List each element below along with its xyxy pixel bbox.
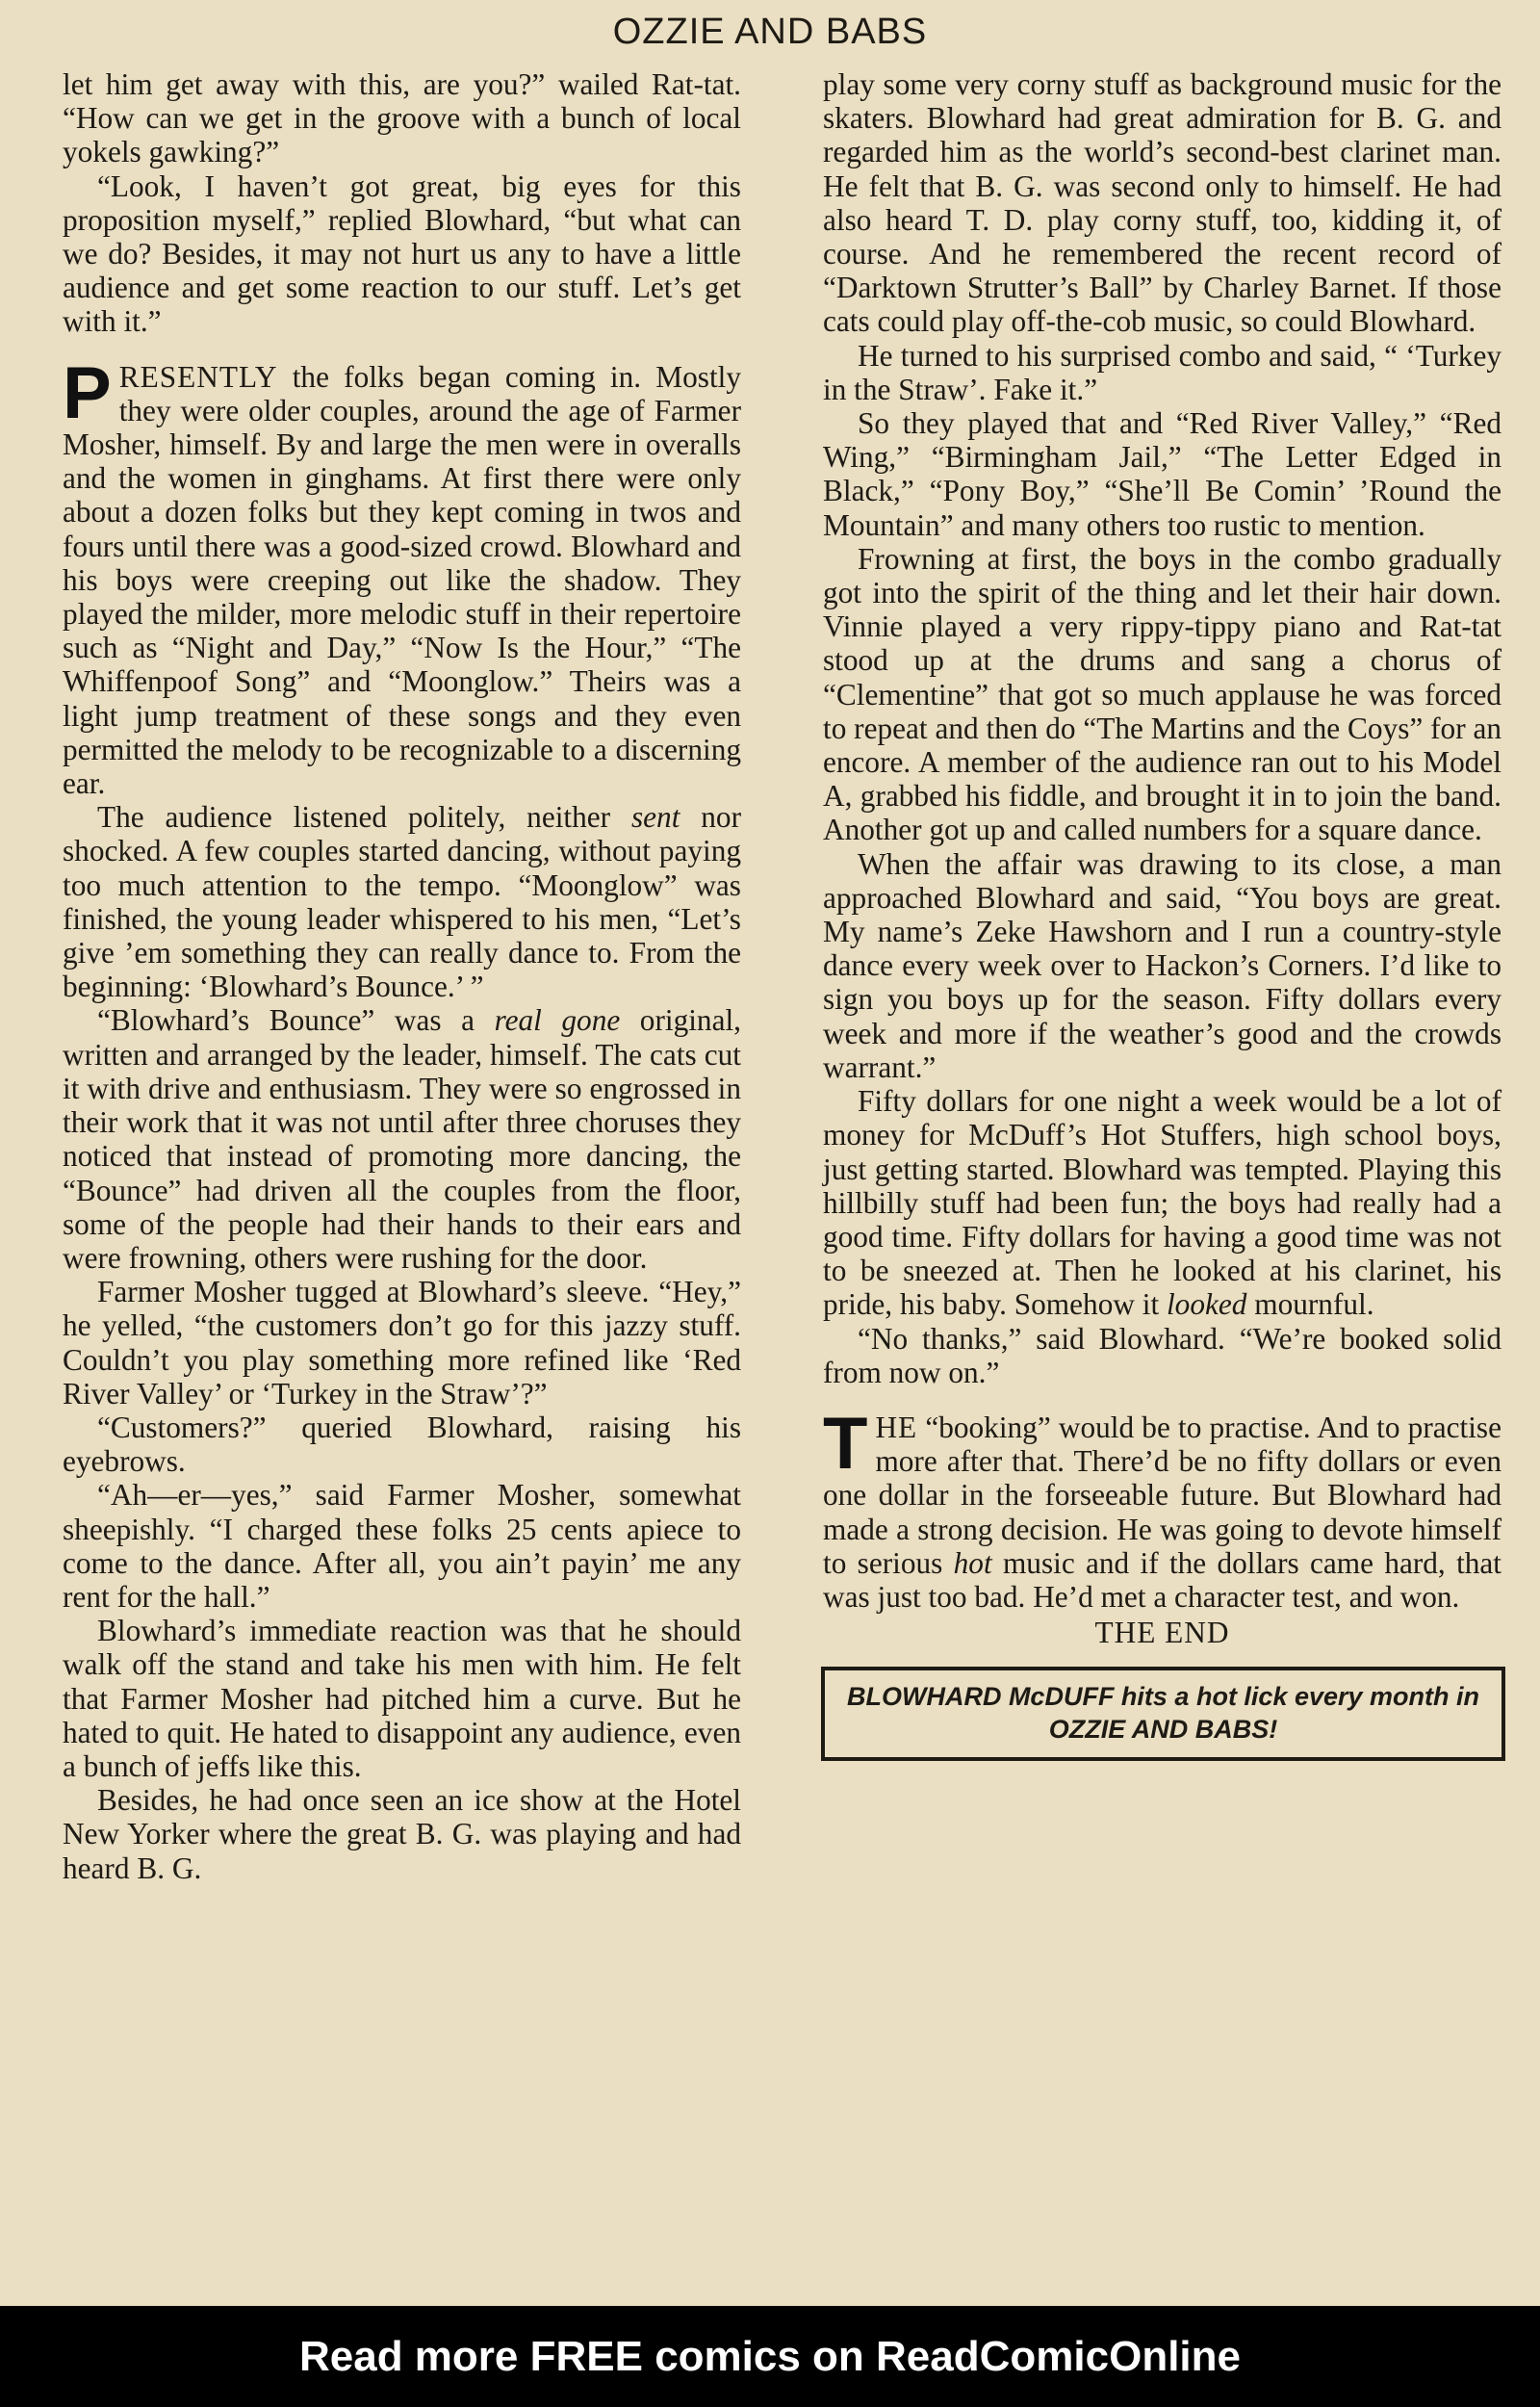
paragraph-text: nor shocked. A few couples started dancing, without paying too much attention to the tempo. “Moonglow” was finished, the young leader whispered to his men, “Let’s give ’em something they can really dance to. From the beginning: ‘Blowhard’s Bounce.’ ” — [63, 800, 741, 1004]
paragraph — [63, 800, 741, 1003]
page-header: OZZIE AND BABS — [612, 12, 928, 52]
paragraph-text: Fifty dollars for one night a week would be a lot of money for McDuff’s Hot Stuffers, high school boys, just getting started. Blowhard was tempted. Playing this hillbilly stuff had been fun; the boys had really had a good time. Fifty dollars for having a good time was not to be sneezed at. Then he looked at his clarinet, his pride, his baby. Somehow it — [823, 1084, 1502, 1322]
paragraph: Besides, he had once seen an ice show at the Hotel New Yorker where the great B. G. was playing and had heard B. G. — [63, 1783, 741, 1885]
paragraph — [823, 1084, 1502, 1321]
paragraph: Farmer Mosher tugged at Blowhard’s sleeve. “Hey,” he yelled, “the customers don’t go for this jazzy stuff. Couldn’t you play something more refined like ‘Red River Valley’ or ‘Turkey in the Straw’?” — [63, 1275, 741, 1411]
paragraph: “Ah—er—yes,” said Farmer Mosher, somewhat sheepishly. “I charged these folks 25 cents apiece to come to the dance. After all, you ain’t payin’ me any rent for the hall.” — [63, 1478, 741, 1614]
italic-text: hot — [953, 1545, 992, 1580]
left-column — [63, 67, 741, 1885]
paragraph-text: mournful. — [1246, 1287, 1374, 1322]
lead-word: HE — [875, 1410, 918, 1444]
lead-word: RESENTLY — [118, 359, 278, 394]
paragraph: Blowhard’s immediate reaction was that he should walk off the stand and take his men with him. He felt that Farmer Mosher had pitched him a curve. But he hated to quit. He hated to disappoint any audience, even a bunch of jeffs like this. — [63, 1614, 741, 1783]
paragraph: He turned to his surprised combo and said, “ ‘Turkey in the Straw’. Fake it.” — [823, 338, 1502, 406]
paragraph — [63, 351, 741, 801]
paragraph-text: The audience listened politely, neither — [97, 800, 631, 835]
paragraph — [63, 1003, 741, 1275]
paragraph-text: music and if the dollars came hard, that was just too bad. He’d met a character test, and won. — [823, 1545, 1502, 1614]
paragraph: “Customers?” queried Blowhard, raising his eyebrows. — [63, 1410, 741, 1479]
paragraph: let him get away with this, are you?” wailed Rat-tat. “How can we get in the groove with a bunch of local yokels gawking?” — [63, 67, 741, 169]
drop-cap: P — [63, 351, 112, 434]
paragraph — [823, 1402, 1502, 1614]
paragraph: Frowning at first, the boys in the combo gradually got into the spirit of the thing and let their hair down. Vinnie played a very rippy-tippy piano and Rat-tat stood up at the drums and sang a chorus of “Clementine” that got so much applause he was forced to repeat and then do “The Martins and the Coys” for an encore. A member of the audience ran out to his Model A, grabbed his fiddle, and brought it in to join the band. Another got up and called numbers for a square dance. — [823, 541, 1502, 847]
the-end-label: THE END — [1094, 1616, 1230, 1650]
paragraph-text: “Blowhard’s Bounce” was a — [97, 1003, 495, 1038]
paragraph: So they played that and “Red River Valley,” “Red Wing,” “Birmingham Jail,” “The Letter Edged in Black,” “Pony Boy,” “She’ll Be Comin’ ’Round the Mountain” and many others too rustic to mention. — [823, 406, 1502, 542]
right-column — [823, 67, 1502, 1761]
paragraph: “Look, I haven’t got great, big eyes for this proposition myself,” replied Blowhard, “but what can we do? Besides, it may not hurt us any to have a little audience and get some reaction to our stuff. Let’s get with it.” — [63, 168, 741, 339]
paragraph: When the affair was drawing to its close, a man approached Blowhard and said, “You boys are great. My name’s Zeke Hawshorn and I run a country-style dance every week over to Hackon’s Corners. I’d like to sign you boys up for the season. Fifty dollars every week and more if the weather’s good and the crowds warrant.” — [823, 846, 1502, 1084]
drop-cap: T — [823, 1402, 868, 1485]
paragraph-text: original, written and arranged by the leader, himself. The cats cut it with drive and enthusiasm. They were so engrossed in their work that it was not until after three choruses they noticed that instead of promoting more dancing, the “Bounce” had driven all the couples from the floor, some of the people had their hands to their ears and were frowning, others were rushing for the door. — [63, 1003, 741, 1275]
italic-text: sent — [630, 800, 680, 835]
italic-text: real gone — [494, 1003, 621, 1038]
read-more-banner[interactable]: Read more FREE comics on ReadComicOnline — [0, 2306, 1540, 2407]
paragraph: “No thanks,” said Blowhard. “We’re booked solid from now on.” — [823, 1321, 1502, 1389]
paragraph: play some very corny stuff as background music for the skaters. Blowhard had great admiration for B. G. and regarded him as the world’s second-best clarinet man. He felt that B. G. was second only to himself. He had also heard T. D. play corny stuff, too, kidding it, of course. And he remembered the recent record of “Darktown Strutter’s Ball” by Charley Barnet. If those cats could play off-the-cob music, so could Blowhard. — [823, 67, 1502, 339]
promo-box: BLOWHARD McDUFF hits a hot lick every month in OZZIE AND BABS! — [821, 1667, 1505, 1761]
paragraph-text: the folks began coming in. Mostly they were older couples, around the age of Farmer Mosher, himself. By and large the men were in overalls and the women in ginghams. At first there were only about a dozen folks but they kept coming in twos and fours until there was a good-sized crowd. Blowhard and his boys were creeping out like the shadow. They played the milder, more melodic stuff in their repertoire such as “Night and Day,” “Now Is the Hour,” “The Whiffenpoof Song” and “Moonglow.” Theirs was a light jump treatment of these songs and they even permitted the melody to be recognizable to a discerning ear. — [63, 359, 741, 801]
paragraph-text: “booking” would be to practise. And to practise more after that. There’d be no fifty dollars or even one dollar in the forseeable future. But Blowhard had made a strong decision. He was going to devote himself to serious — [823, 1410, 1502, 1580]
italic-text: looked — [1166, 1287, 1247, 1322]
